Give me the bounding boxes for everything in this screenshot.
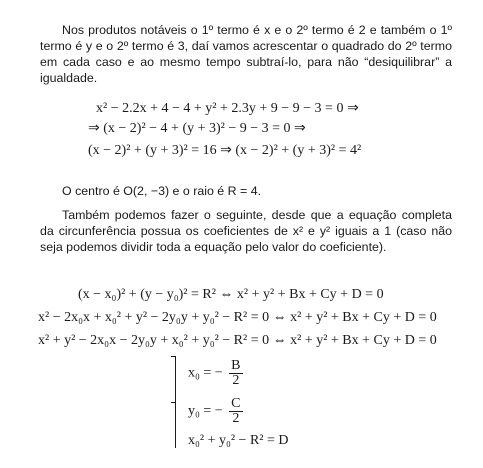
circle-equation-line-3: x² + y² − 2x₀x − 2y₀y + x₀² + y₀² − R² = 0 ⇔ x² + y² + Bx + Cy + D = 0	[38, 333, 437, 348]
system-y0-fraction	[229, 397, 242, 426]
system-x0	[188, 359, 243, 388]
system-brace	[175, 356, 184, 448]
equation-line-3: (x − 2)² + (y + 3)² = 16 ⇒ (x − 2)² + (y + 3)² = 4²	[88, 143, 362, 158]
system-d-line: x₀² + y₀² − R² = D	[188, 433, 289, 448]
system-y0-lhs: y₀ = −	[188, 403, 223, 419]
system-x0-fraction	[229, 359, 242, 388]
system-y0	[188, 397, 243, 426]
paragraph-intro: Nos produtos notáveis o 1º termo é x e o 2º termo é 2 e também o 1º termo é y e o 2º termo é 3, daí vamos acrescentar o quadrado do 2º termo em cada caso e ao mesmo tempo subtraí-lo, para não “desiquilibrar” a igualdade.	[40, 23, 452, 85]
circle-equation-line-1: (x − x₀)² + (y − y₀)² = R² ⇔ x² + y² + Bx + Cy + D = 0	[78, 287, 384, 302]
equation-line-2: ⇒ (x − 2)² − 4 + (y + 3)² − 9 − 3 = 0 ⇒	[88, 121, 306, 136]
circle-equation-line-2: x² − 2x₀x + x₀² + y² − 2y₀y + y₀² − R² = 0 ⇔ x² + y² + Bx + Cy + D = 0	[38, 310, 437, 325]
system-y0-numerator: C	[231, 396, 241, 411]
paragraph-method: Também podemos fazer o seguinte, desde que a equação completa da circunferência possua os coeficientes de x² e y² iguais a 1 (caso não seja podemos dividir toda a equação pelo valor do coeficiente).	[40, 208, 452, 254]
system-y0-denominator: 2	[232, 411, 240, 426]
system-x0-lhs: x₀ = −	[188, 365, 223, 381]
system-x0-denominator: 2	[232, 373, 240, 388]
center-radius-text: O centro é O(2, −3) e o raio é R = 4.	[62, 184, 262, 198]
system-x0-numerator: B	[231, 358, 241, 373]
equation-line-1: x² − 2.2x + 4 − 4 + y² + 2.3y + 9 − 9 − 3 = 0 ⇒	[96, 101, 359, 116]
